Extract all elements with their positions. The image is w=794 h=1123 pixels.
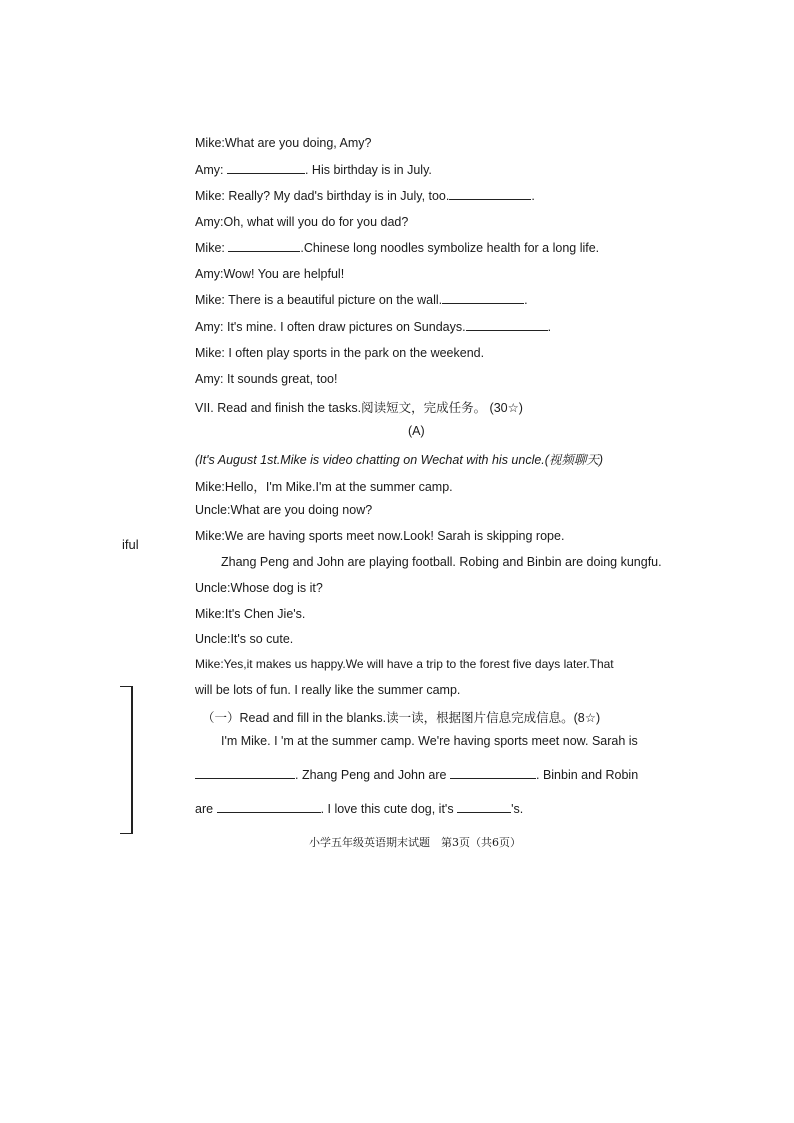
speaker: Mike: <box>195 136 225 150</box>
line-text: will be lots of fun. I really like the summer camp. <box>195 683 461 697</box>
line-text: What are you doing now? <box>230 503 373 517</box>
speaker: Mike: <box>195 607 225 621</box>
speaker: Amy: <box>195 320 224 334</box>
dialogue-line-1 <box>195 136 371 150</box>
dialogue-line-3: Mike: Really? My dad's birthday is in July, too. . <box>195 189 535 203</box>
line-text: .Chinese long noodles symbolize health for a long life. <box>300 241 600 255</box>
line-text: What are you doing, Amy? <box>224 136 372 150</box>
dialogue-line-7: Mike: There is a beautiful picture on the wall. . <box>195 293 528 307</box>
speaker: Amy: <box>195 215 224 229</box>
answer-blank[interactable] <box>442 293 524 304</box>
passage-line <box>195 503 372 517</box>
passage-line <box>221 555 662 569</box>
line-text: are <box>195 802 214 816</box>
binding-bracket <box>120 686 133 834</box>
part-label: (A) <box>408 424 425 438</box>
passage-intro: (It's August 1st.Mike is video chatting on Wechat with his uncle.(视频聊天) <box>195 453 604 467</box>
line-text: . His birthday is in July. <box>304 163 432 177</box>
line-text: . Zhang Peng and John are <box>295 768 447 782</box>
line-text: Zhang Peng and John are playing football. Robing and Binbin are doing kungfu. <box>221 555 662 569</box>
dialogue-line-5 <box>195 241 599 255</box>
line-text: Yes,it makes us happy.We will have a trip to the forest five days later.That <box>223 657 614 671</box>
passage-line <box>195 632 293 646</box>
line-text: Hello，I'm Mike.I'm at the summer camp. <box>224 480 453 494</box>
page-footer: 小学五年级英语期末试题 第3页（共6页） <box>309 836 521 849</box>
answer-blank[interactable] <box>217 802 321 813</box>
line-text: We are having sports meet now.Look! Sarah is skipping rope. <box>224 529 565 543</box>
dialogue-line-6 <box>195 267 344 281</box>
answer-blank[interactable] <box>228 241 300 252</box>
line-text: Wow! You are helpful! <box>223 267 345 281</box>
line-text: Oh, what will you do for you dad? <box>223 215 409 229</box>
task-line-3 <box>195 802 523 816</box>
line-text: . Binbin and Robin <box>536 768 639 782</box>
line-text: . I love this cute dog, it's <box>320 802 454 816</box>
speaker: Mike: <box>195 241 225 255</box>
passage-line <box>195 529 564 543</box>
line-text: Really? My dad's birthday is in July, too. <box>228 189 450 203</box>
line-text: It's so cute. <box>230 632 294 646</box>
passage-line <box>195 683 460 697</box>
line-text: Whose dog is it? <box>230 581 323 595</box>
passage-line <box>195 607 305 621</box>
dialogue-line-8: Amy: It's mine. I often draw pictures on Sundays. . <box>195 320 552 334</box>
task-line-1: I'm Mike. I 'm at the summer camp. We're having sports meet now. Sarah is <box>221 734 638 748</box>
speaker: Mike: <box>195 657 224 671</box>
line-text: There is a beautiful picture on the wall. <box>228 293 443 307</box>
passage-line <box>195 477 453 495</box>
answer-blank[interactable] <box>466 320 548 331</box>
speaker: Uncle: <box>195 503 231 517</box>
speaker: Mike: <box>195 189 225 203</box>
line-text: It's mine. I often draw pictures on Sundays. <box>226 320 466 334</box>
passage-line <box>195 581 323 595</box>
speaker: Mike: <box>195 346 225 360</box>
speaker: Mike: <box>195 293 225 307</box>
answer-blank[interactable] <box>227 163 305 174</box>
task-heading: （一）Read and fill in the blanks.读一读，根据图片信息完成信息。(8☆) <box>202 711 601 725</box>
dialogue-line-4 <box>195 215 408 229</box>
speaker: Amy: <box>195 372 224 386</box>
answer-blank[interactable] <box>450 768 536 779</box>
dialogue-line-2 <box>195 163 432 177</box>
speaker: Uncle: <box>195 581 231 595</box>
task-line-2 <box>195 768 638 782</box>
dialogue-line-10 <box>195 372 337 386</box>
dialogue-line-9 <box>195 346 484 360</box>
passage-line <box>195 657 614 671</box>
speaker: Uncle: <box>195 632 231 646</box>
speaker: Mike: <box>195 529 225 543</box>
speaker: Amy: <box>195 163 224 177</box>
answer-blank[interactable] <box>195 768 295 779</box>
section-heading: VII. Read and finish the tasks.阅读短文，完成任务。 (30☆) <box>195 401 523 415</box>
line-text: I often play sports in the park on the weekend. <box>228 346 485 360</box>
line-text: 's. <box>511 802 524 816</box>
speaker: Amy: <box>195 267 224 281</box>
line-text: It's Chen Jie's. <box>224 607 306 621</box>
line-text: It sounds great, too! <box>226 372 338 386</box>
margin-note: iful <box>122 537 139 552</box>
answer-blank[interactable] <box>457 802 511 813</box>
speaker: Mike: <box>195 480 225 494</box>
answer-blank[interactable] <box>449 189 531 200</box>
